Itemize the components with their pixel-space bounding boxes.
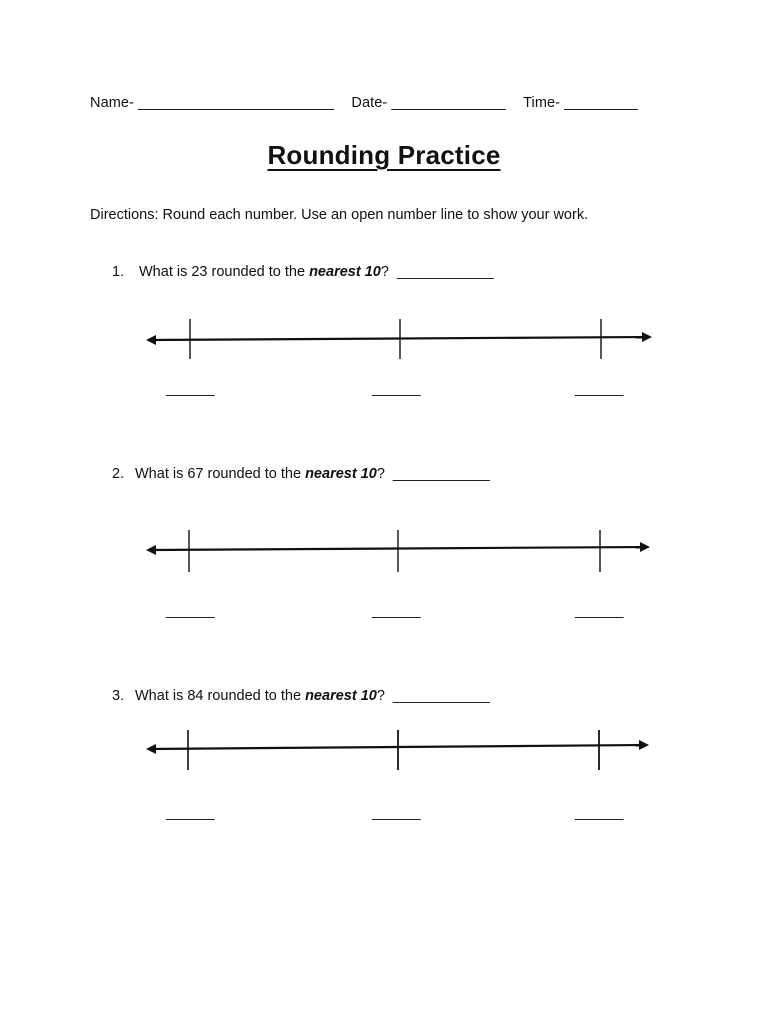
page-title: Rounding Practice xyxy=(267,140,501,170)
question-number: 1. xyxy=(112,264,125,280)
tick-label-blank[interactable]: ______ xyxy=(372,805,421,821)
name-blank[interactable]: ________________________ xyxy=(138,95,335,111)
arrow-left-icon xyxy=(146,335,156,345)
arrow-left-icon xyxy=(146,744,156,754)
header-fields xyxy=(90,95,638,111)
question-emphasis: nearest 10 xyxy=(305,688,377,704)
time-label: Time- xyxy=(523,95,561,111)
date-blank[interactable]: ______________ xyxy=(391,95,506,111)
name-label: Name- xyxy=(90,95,135,111)
question-number: 2. xyxy=(112,466,125,482)
arrow-right-icon xyxy=(642,332,652,342)
number-line-2 xyxy=(140,520,660,580)
question-suffix: ? xyxy=(376,688,385,704)
question-3 xyxy=(112,688,490,704)
tick-label-blank[interactable]: ______ xyxy=(372,381,421,397)
tick-label-blank[interactable]: ______ xyxy=(166,381,215,397)
answer-blank[interactable]: ____________ xyxy=(396,264,494,280)
arrow-left-icon xyxy=(146,545,156,555)
number-line-axis xyxy=(150,337,648,340)
arrow-right-icon xyxy=(640,542,650,552)
tick-label-blank[interactable]: ______ xyxy=(166,603,215,619)
question-prefix: What is 84 rounded to the xyxy=(135,688,306,704)
tick-label-blank[interactable]: ______ xyxy=(166,805,215,821)
directions-text: Directions: Round each number. Use an open number line to show your work. xyxy=(90,207,589,223)
question-2 xyxy=(112,466,490,482)
tick-label-blank[interactable]: ______ xyxy=(575,805,624,821)
number-line-1 xyxy=(140,310,660,370)
question-prefix: What is 23 rounded to the xyxy=(139,264,310,280)
tick-label-blank[interactable]: ______ xyxy=(575,603,624,619)
date-label: Date- xyxy=(351,95,388,111)
number-line-3 xyxy=(140,720,660,780)
tick-label-blank[interactable]: ______ xyxy=(575,381,624,397)
arrow-right-icon xyxy=(639,740,649,750)
tick-label-blank[interactable]: ______ xyxy=(372,603,421,619)
answer-blank[interactable]: ____________ xyxy=(392,466,490,482)
answer-blank[interactable]: ____________ xyxy=(392,688,490,704)
question-emphasis: nearest 10 xyxy=(305,466,377,482)
time-blank[interactable]: _________ xyxy=(564,95,638,111)
question-1 xyxy=(112,264,494,280)
question-suffix: ? xyxy=(380,264,389,280)
question-number: 3. xyxy=(112,688,125,704)
question-prefix: What is 67 rounded to the xyxy=(135,466,306,482)
question-emphasis: nearest 10 xyxy=(309,264,381,280)
question-suffix: ? xyxy=(376,466,385,482)
